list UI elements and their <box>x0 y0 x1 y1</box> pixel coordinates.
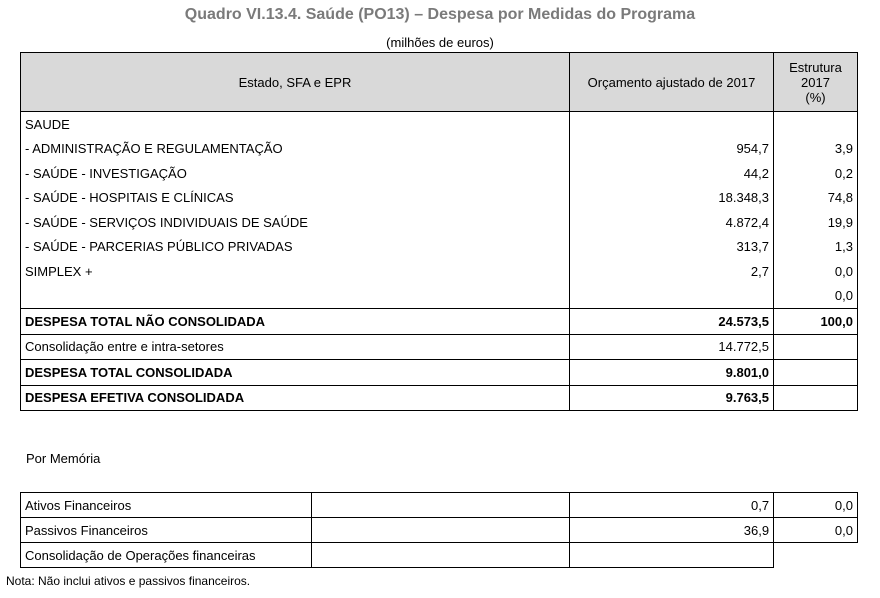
row-value: 36,9 <box>570 518 774 543</box>
header-entity: Estado, SFA e EPR <box>21 53 570 112</box>
footnote: Nota: Não inclui ativos e passivos financeiros. <box>6 574 251 588</box>
row-label: DESPESA TOTAL CONSOLIDADA <box>21 360 570 386</box>
row-value: 9.801,0 <box>570 360 774 386</box>
table-row <box>21 137 858 162</box>
row-label: Consolidação entre e intra-setores <box>21 334 570 360</box>
row-label: DESPESA EFETIVA CONSOLIDADA <box>21 385 570 411</box>
memo-label: Por Memória <box>26 451 101 466</box>
memo-row-liabilities <box>21 518 858 543</box>
header-structure-line2: 2017 <box>801 74 830 90</box>
row-empty <box>311 543 570 568</box>
row-label: - ADMINISTRAÇÃO E REGULAMENTAÇÃO <box>21 137 570 162</box>
row-value <box>570 284 774 309</box>
row-pct <box>774 334 858 360</box>
row-pct: 0,0 <box>774 284 858 309</box>
effective-consolidated-row <box>21 385 858 411</box>
row-value: 2,7 <box>570 259 774 284</box>
row-pct <box>774 112 858 137</box>
row-pct <box>774 360 858 386</box>
row-pct: 3,9 <box>774 137 858 162</box>
consolidation-row <box>21 334 858 360</box>
header-structure-line3: (%) <box>805 89 826 105</box>
row-label: - SAÚDE - INVESTIGAÇÃO <box>21 161 570 186</box>
row-value: 954,7 <box>570 137 774 162</box>
row-pct: 0,0 <box>774 518 858 543</box>
row-label: - SAÚDE - PARCERIAS PÚBLICO PRIVADAS <box>21 235 570 260</box>
row-label: SAUDE <box>21 112 570 137</box>
total-consolidated-row <box>21 360 858 386</box>
header-structure <box>774 53 858 112</box>
row-pct <box>774 385 858 411</box>
row-value: 18.348,3 <box>570 186 774 211</box>
table-row <box>21 161 858 186</box>
memo-row-assets <box>21 493 858 518</box>
table-row <box>21 284 858 309</box>
table-row <box>21 112 858 137</box>
row-label <box>21 284 570 309</box>
row-value: 313,7 <box>570 235 774 260</box>
table-row <box>21 235 858 260</box>
table-title: Quadro VI.13.4. Saúde (PO13) – Despesa por Medidas do Programa <box>184 6 696 23</box>
row-value: 9.763,5 <box>570 385 774 411</box>
row-blank <box>774 543 858 568</box>
header-budget: Orçamento ajustado de 2017 <box>570 53 774 112</box>
row-value <box>570 112 774 137</box>
row-pct: 1,3 <box>774 235 858 260</box>
row-label: Ativos Financeiros <box>21 493 312 518</box>
table-row <box>21 186 858 211</box>
row-pct: 0,0 <box>774 493 858 518</box>
row-label: - SAÚDE - HOSPITAIS E CLÍNICAS <box>21 186 570 211</box>
row-pct: 74,8 <box>774 186 858 211</box>
header-structure-line1: Estrutura <box>789 59 842 75</box>
row-value: 44,2 <box>570 161 774 186</box>
table-row <box>21 259 858 284</box>
row-label: Passivos Financeiros <box>21 518 312 543</box>
row-empty <box>311 518 570 543</box>
row-pct: 19,9 <box>774 210 858 235</box>
memo-table <box>20 492 858 568</box>
row-value: 4.872,4 <box>570 210 774 235</box>
row-pct: 0,2 <box>774 161 858 186</box>
row-label: SIMPLEX + <box>21 259 570 284</box>
row-value: 14.772,5 <box>570 334 774 360</box>
expenditure-table <box>20 52 858 411</box>
row-label: Consolidação de Operações financeiras <box>21 543 312 568</box>
memo-row-consolidation <box>21 543 858 568</box>
table-subtitle: (milhões de euros) <box>386 35 494 50</box>
row-pct: 0,0 <box>774 259 858 284</box>
row-value: 0,7 <box>570 493 774 518</box>
row-value <box>570 543 774 568</box>
table-header-row <box>21 53 858 112</box>
row-empty <box>311 493 570 518</box>
row-label: - SAÚDE - SERVIÇOS INDIVIDUAIS DE SAÚDE <box>21 210 570 235</box>
row-pct: 100,0 <box>774 309 858 335</box>
table-row <box>21 210 858 235</box>
total-non-consolidated-row <box>21 309 858 335</box>
row-value: 24.573,5 <box>570 309 774 335</box>
row-label: DESPESA TOTAL NÃO CONSOLIDADA <box>21 309 570 335</box>
